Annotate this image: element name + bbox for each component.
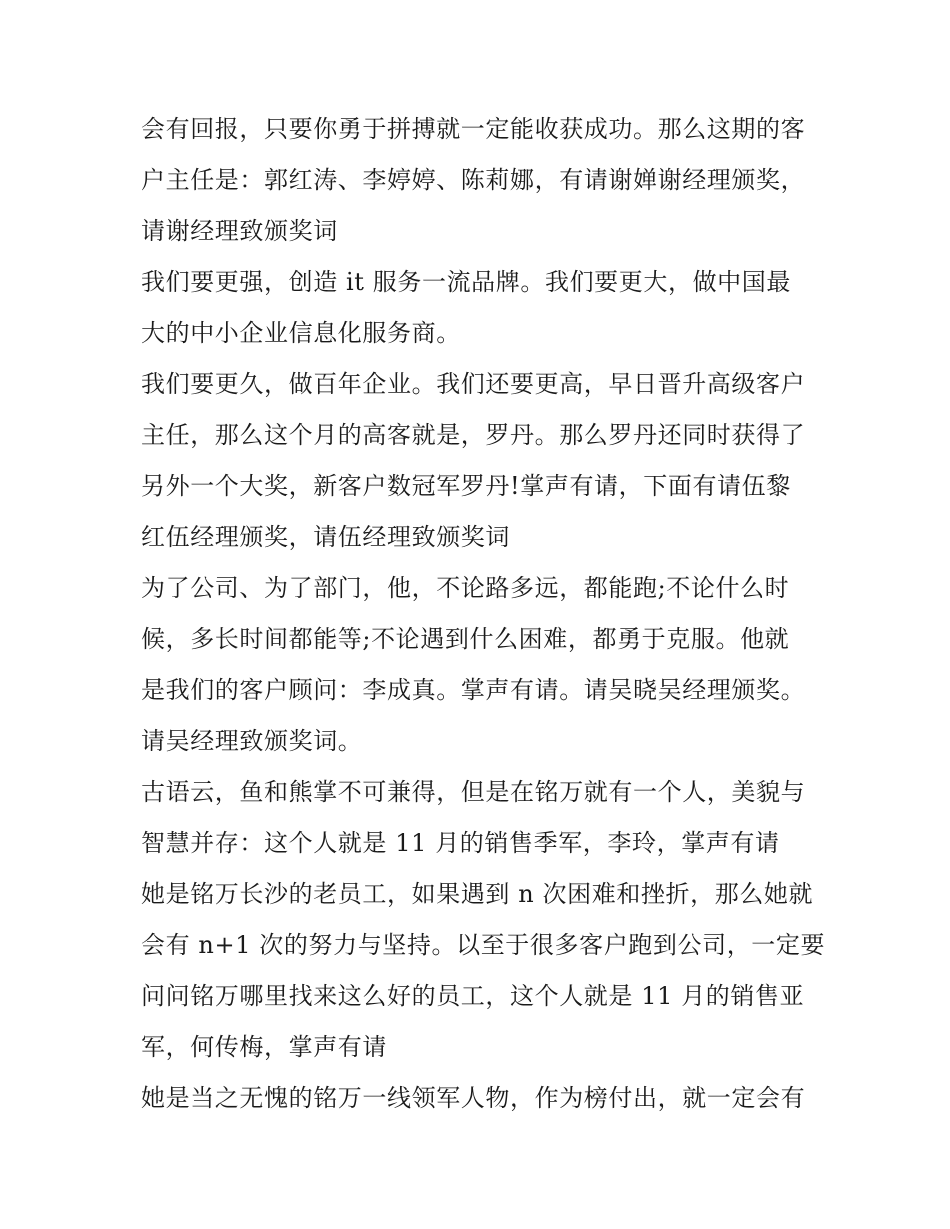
text-line: 请吴经理致颁奖词。: [141, 727, 363, 755]
text-line: 主任，那么这个月的高客就是，罗丹。那么罗丹还同时获得了: [141, 421, 806, 449]
text-line: 军，何传梅，掌声有请: [141, 1033, 387, 1061]
text-line: 古语云，鱼和熊掌不可兼得，但是在铭万就有一个人，美貌与: [141, 778, 806, 806]
text-line: 会有 n+1 次的努力与坚持。以至于很多客户跑到公司，一定要: [141, 931, 826, 959]
text-line: 智慧并存：这个人就是 11 月的销售季军，李玲，掌声有请: [141, 829, 780, 857]
text-line: 会有回报，只要你勇于拼搏就一定能收获成功。那么这期的客: [141, 115, 806, 143]
text-line: 她是铭万长沙的老员工，如果遇到 n 次困难和挫折，那么她就: [141, 880, 814, 908]
text-line: 请谢经理致颁奖词: [141, 217, 338, 245]
text-line: 大的中小企业信息化服务商。: [141, 319, 461, 347]
text-line: 我们要更强，创造 it 服务一流品牌。我们要更大，做中国最: [141, 268, 791, 296]
text-line: 为了公司、为了部门，他，不论路多远，都能跑;不论什么时: [141, 574, 790, 602]
document-body: [141, 104, 826, 1124]
text-line: 候，多长时间都能等;不论遇到什么困难，都勇于克服。他就: [141, 625, 790, 653]
text-line: 我们要更久，做百年企业。我们还要更高，早日晋升高级客户: [141, 370, 806, 398]
text-line: 她是当之无愧的铭万一线领军人物，作为榜付出，就一定会有: [141, 1084, 806, 1112]
text-line: 红伍经理颁奖，请伍经理致颁奖词: [141, 523, 510, 551]
text-line: 另外一个大奖，新客户数冠军罗丹!掌声有请，下面有请伍黎: [141, 472, 791, 500]
text-line: 问问铭万哪里找来这么好的员工，这个人就是 11 月的销售亚: [141, 982, 805, 1010]
text-line: 户主任是：郭红涛、李婷婷、陈莉娜，有请谢婵谢经理颁奖，: [141, 166, 806, 194]
text-line: 是我们的客户顾问：李成真。掌声有请。请吴晓吴经理颁奖。: [141, 676, 806, 704]
